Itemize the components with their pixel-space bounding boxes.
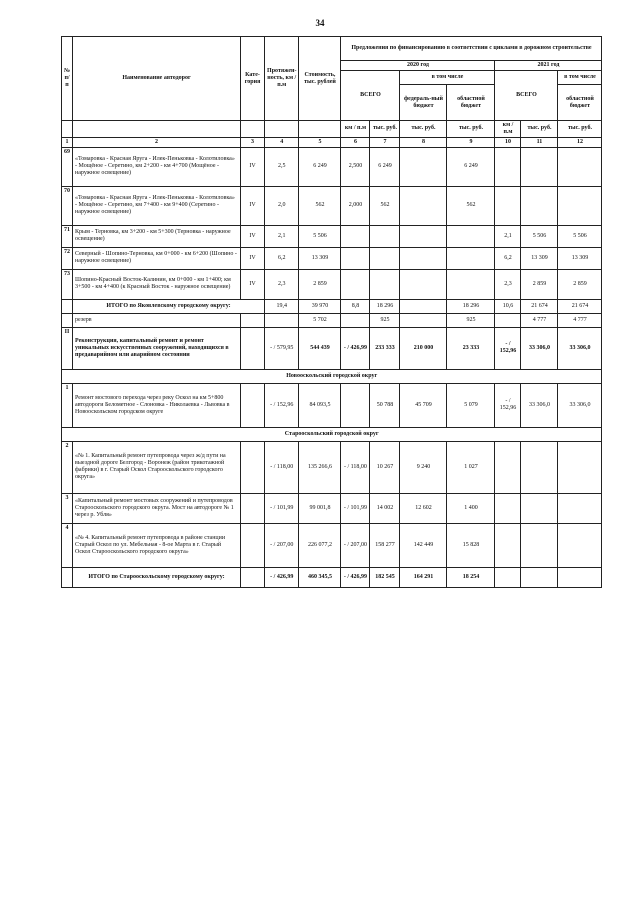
regional-2021: 13 309 [558,247,602,269]
reserve-row [62,313,602,327]
row-number: 1 [62,383,73,427]
section-regional-2020: 23 333 [447,327,495,369]
federal-2020 [400,147,447,186]
km-2021: 2,1 [495,225,521,247]
road-name: «№ 1. Капитальный ремонт путепровода через ж/д пути на выездной дороге Белгород - Воронеж (район трикотажной фабрики) в г. Старый Оскол Старооскольского городского округа» [73,441,241,493]
road-category [241,383,265,427]
total-cost: 460 345,5 [299,567,341,587]
header-num: № п/п [62,37,73,121]
total-row [62,299,602,313]
km-2020: - / 207,00 [341,523,370,567]
header-total-2020: ВСЕГО [341,71,400,121]
table-row [62,247,602,269]
header-cost: Стоимость, тыс. рублей [299,37,341,121]
road-name: «Капитальный ремонт мостовых сооружений и путепроводов Старооскольского городского округа. Мост на автодороге № 1 через р. Убля» [73,493,241,523]
header-unit-rub: тыс. руб. [447,121,495,138]
federal-2020: 9 240 [400,441,447,493]
section-name: Реконструкция, капитальный ремонт и ремонт уникальных искусственных сооружений, находящихся в предаварийном или аварийном состоянии [73,327,241,369]
road-cost: 562 [299,186,341,225]
table-row [62,186,602,225]
header-length: Протяжен-ность, км / п.м [265,37,299,121]
total-regional-2021: 21 674 [558,299,602,313]
total-2021 [521,523,558,567]
reserve-regional-2021: 4 777 [558,313,602,327]
section-cost: 544 439 [299,327,341,369]
section-regional-2021: 33 306,0 [558,327,602,369]
row-number: 3 [62,493,73,523]
km-2021 [495,523,521,567]
km-2021: 2,3 [495,269,521,299]
regional-2021 [558,186,602,225]
road-length: 2,0 [265,186,299,225]
table-row [62,147,602,186]
road-cost: 13 309 [299,247,341,269]
header-regional-2020: областной бюджет [447,85,495,121]
road-category: IV [241,147,265,186]
total-federal-2020 [400,299,447,313]
header-category: Кате-гория [241,37,265,121]
column-number: 11 [521,137,558,147]
total-row [62,567,602,587]
road-name: Крым - Терновка, км 3+200 - км 5+300 (Терновка - наружное освещение) [73,225,241,247]
header-unit-km: км / п.м [495,121,521,138]
total-2021 [521,493,558,523]
column-number: 6 [341,137,370,147]
total-2020: 10 267 [370,441,400,493]
row-number: 70 [62,186,73,225]
road-cost: 2 859 [299,269,341,299]
regional-2021: 33 306,0 [558,383,602,427]
header-year-2020: 2020 год [341,61,495,71]
total-sum-2021 [521,567,558,587]
section-km-2021: - / 152,96 [495,327,521,369]
total-2020: 158 277 [370,523,400,567]
road-cost: 226 077,2 [299,523,341,567]
header-unit-rub: тыс. руб. [521,121,558,138]
row-number: 73 [62,269,73,299]
reserve-label: резерв [73,313,241,327]
federal-2020 [400,186,447,225]
header-unit-rub: тыс. руб. [370,121,400,138]
regional-2021 [558,147,602,186]
table-row [62,269,602,299]
road-category: IV [241,225,265,247]
total-km-2020: - / 426,99 [341,567,370,587]
federal-2020 [400,225,447,247]
total-2021: 33 306,0 [521,383,558,427]
column-number: 8 [400,137,447,147]
road-cost: 99 001,8 [299,493,341,523]
road-cost: 135 266,6 [299,441,341,493]
km-2021 [495,147,521,186]
table-row [62,523,602,567]
regional-2021: 5 506 [558,225,602,247]
road-category: IV [241,269,265,299]
row-number: 72 [62,247,73,269]
total-2020 [370,225,400,247]
row-number: 2 [62,441,73,493]
total-km-2020: 8,8 [341,299,370,313]
reserve-regional-2020: 925 [447,313,495,327]
total-2020: 14 002 [370,493,400,523]
km-2021: - / 152,96 [495,383,521,427]
road-category: IV [241,247,265,269]
road-name: «Томаровка - Красная Яруга - Илек-Пеньковка - Колотиловка» - Мощёное - Серетино, км 7+400 - км 9+400 (Серетино - наружное освещение) [73,186,241,225]
total-sum-2020: 18 296 [370,299,400,313]
road-name: «№ 4. Капитальный ремонт путепровода в районе станции Старый Оскол по ул. Мебельная - 8-ое Марта в г. Старый Оскол Старооскольского городского округа» [73,523,241,567]
regional-2021: 2 859 [558,269,602,299]
table-row [62,225,602,247]
header-incl-2020: в том числе [400,71,495,85]
road-category [241,441,265,493]
total-2020: 50 788 [370,383,400,427]
road-name: Ремонт мостового перехода через реку Оскол на км 5+800 автодороги Белометное - Слоновка - Николаевка - Львовка в Новооскольском городском округе [73,383,241,427]
header-unit-rub: тыс. руб. [558,121,602,138]
road-category: IV [241,186,265,225]
total-length: 19,4 [265,299,299,313]
total-label: ИТОГО по Яковлевскому городскому округу: [73,299,265,313]
total-cost: 39 970 [299,299,341,313]
section-number: II [62,327,73,369]
road-length: - / 152,96 [265,383,299,427]
regional-2020: 1 027 [447,441,495,493]
table-row [62,493,602,523]
regional-2020: 15 828 [447,523,495,567]
total-2020 [370,247,400,269]
km-2021 [495,186,521,225]
column-number: 10 [495,137,521,147]
reserve-total-2021: 4 777 [521,313,558,327]
column-number: 3 [241,137,265,147]
section-total-2021: 33 306,0 [521,327,558,369]
section-length: - / 579,95 [265,327,299,369]
regional-2020 [447,225,495,247]
table-row [62,441,602,493]
regional-2020: 6 249 [447,147,495,186]
column-number: 4 [265,137,299,147]
header-name: Наименование автодорог [73,37,241,121]
km-2020 [341,269,370,299]
regional-2021 [558,493,602,523]
table-row [62,383,602,427]
header-incl-2021: в том числе [558,71,602,85]
total-2020: 562 [370,186,400,225]
total-2020: 6 249 [370,147,400,186]
total-regional-2021 [558,567,602,587]
total-km-2021: 10,6 [495,299,521,313]
section-total-2020: 233 333 [370,327,400,369]
total-federal-2020: 164 291 [400,567,447,587]
km-2021 [495,441,521,493]
federal-2020 [400,247,447,269]
header-federal-2020: федераль-ный бюджет [400,85,447,121]
road-category [241,523,265,567]
section-km-2020: - / 426,99 [341,327,370,369]
regional-2020: 5 079 [447,383,495,427]
federal-2020: 45 709 [400,383,447,427]
km-2020: 2,500 [341,147,370,186]
km-2020: - / 101,99 [341,493,370,523]
km-2020 [341,225,370,247]
federal-2020: 142 449 [400,523,447,567]
total-km-2021 [495,567,521,587]
district-header-starooskolsky: Старооскольский городской округ [62,427,602,441]
row-number: 71 [62,225,73,247]
road-length: 6,2 [265,247,299,269]
row-number: 4 [62,523,73,567]
header-total-2021: ВСЕГО [495,71,558,121]
column-number: 1 [62,137,73,147]
column-number: 9 [447,137,495,147]
km-2020 [341,383,370,427]
road-length: 2,3 [265,269,299,299]
regional-2020: 1 400 [447,493,495,523]
regional-2020 [447,247,495,269]
road-cost: 6 249 [299,147,341,186]
header-year-2021: 2021 год [495,61,602,71]
column-number-row [62,137,602,147]
road-category [241,493,265,523]
section-row [62,327,602,369]
regional-2020 [447,269,495,299]
column-number: 2 [73,137,241,147]
financing-table [61,36,602,588]
km-2020: 2,000 [341,186,370,225]
total-2021 [521,441,558,493]
total-2021: 13 309 [521,247,558,269]
header-unit-rub: тыс. руб. [400,121,447,138]
road-name: Шопино-Красный Восток-Калинин, км 0+000 - км 1+400; км 3+500 - км 4+400 (к Красный Восток - наружное освещение) [73,269,241,299]
road-length: 2,5 [265,147,299,186]
road-cost: 84 093,5 [299,383,341,427]
total-sum-2021: 21 674 [521,299,558,313]
reserve-cost: 5 702 [299,313,341,327]
total-2020 [370,269,400,299]
column-number: 5 [299,137,341,147]
district-header-novooskolsky: Новооскольский городской округ [62,369,602,383]
total-length: - / 426,99 [265,567,299,587]
header-unit-km: км / п.м [341,121,370,138]
section-federal-2020: 210 000 [400,327,447,369]
header-proposals: Предложения по финансированию в соответствии с циклами в дорожном строительстве [341,37,602,61]
km-2020 [341,247,370,269]
km-2020: - / 118,00 [341,441,370,493]
regional-2020: 562 [447,186,495,225]
road-length: 2,1 [265,225,299,247]
total-2021: 2 859 [521,269,558,299]
regional-2021 [558,523,602,567]
header-regional-2021: областной бюджет [558,85,602,121]
regional-2021 [558,441,602,493]
federal-2020: 12 602 [400,493,447,523]
road-length: - / 207,00 [265,523,299,567]
column-number: 12 [558,137,602,147]
total-label: ИТОГО по Старооскольскому городскому округу: [73,567,241,587]
road-length: - / 101,99 [265,493,299,523]
road-name: «Томаровка - Красная Яруга - Илек-Пеньковка - Колотиловка» - Мощёное - Серетино, км 2+200 - км 4+700 (Мощёное - наружное освещение) [73,147,241,186]
road-name: Северный - Шопино-Терновка, км 0+000 - км 6+200 (Шопино - наружное освещение) [73,247,241,269]
total-sum-2020: 182 545 [370,567,400,587]
total-2021: 5 506 [521,225,558,247]
total-regional-2020: 18 254 [447,567,495,587]
column-number: 7 [370,137,400,147]
road-length: - / 118,00 [265,441,299,493]
km-2021 [495,493,521,523]
total-2021 [521,186,558,225]
total-regional-2020: 18 296 [447,299,495,313]
road-cost: 5 506 [299,225,341,247]
reserve-total-2020: 925 [370,313,400,327]
page-number: 34 [315,18,325,28]
row-number: 69 [62,147,73,186]
federal-2020 [400,269,447,299]
km-2021: 6,2 [495,247,521,269]
total-2021 [521,147,558,186]
